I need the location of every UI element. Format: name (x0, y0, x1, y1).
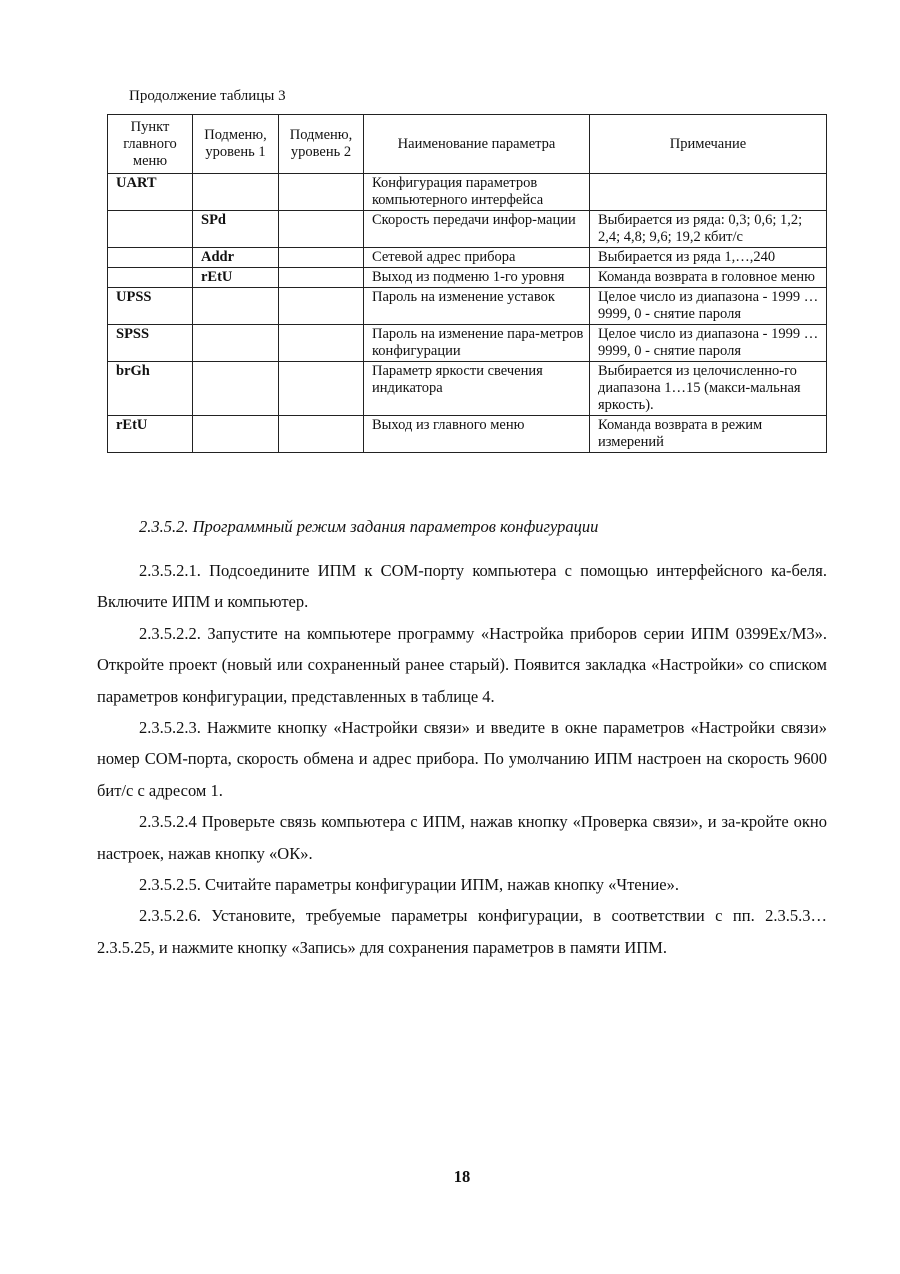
cell-submenu-1 (193, 416, 279, 453)
cell-menu (108, 268, 193, 288)
cell-note: Выбирается из целочисленно-го диапазона 1…15 (макси-мальная яркость). (590, 362, 827, 416)
table-row (108, 268, 827, 288)
cell-submenu-1 (193, 325, 279, 362)
cell-note (590, 174, 827, 211)
cell-submenu-2 (279, 325, 364, 362)
page-number: 18 (453, 1167, 471, 1186)
cell-parameter-name: Конфигурация параметров компьютерного интерфейса (364, 174, 590, 211)
cell-submenu-1 (193, 174, 279, 211)
cell-submenu-1 (193, 288, 279, 325)
cell-parameter-name: Пароль на изменение уставок (364, 288, 590, 325)
paragraph: 2.3.5.2.1. Подсоедините ИПМ к СОМ-порту компьютера с помощью интерфейсного ка-беля. Включите ИПМ и компьютер. (97, 561, 827, 612)
cell-note: Выбирается из ряда 1,…,240 (590, 248, 827, 268)
cell-note: Выбирается из ряда: 0,3; 0,6; 1,2; 2,4; 4,8; 9,6; 19,2 кбит/с (590, 211, 827, 248)
cell-submenu-1: Addr (193, 248, 279, 268)
instructions-body (97, 555, 827, 963)
cell-menu: SPSS (108, 325, 193, 362)
parameters-table (107, 114, 827, 453)
cell-submenu-1 (193, 362, 279, 416)
paragraph: 2.3.5.2.5. Считайте параметры конфигурации ИПМ, нажав кнопку «Чтение». (139, 875, 679, 895)
cell-submenu-2 (279, 268, 364, 288)
cell-parameter-name: Сетевой адрес прибора (364, 248, 590, 268)
cell-submenu-1: SPd (193, 211, 279, 248)
cell-parameter-name: Параметр яркости свечения индикатора (364, 362, 590, 416)
cell-submenu-2 (279, 288, 364, 325)
table-row (108, 211, 827, 248)
paragraph: 2.3.5.2.4 Проверьте связь компьютера с ИПМ, нажав кнопку «Проверка связи», и за-кройте окно настроек, нажав кнопку «ОК». (97, 812, 827, 863)
cell-parameter-name: Пароль на изменение пара-метров конфигурации (364, 325, 590, 362)
cell-submenu-2 (279, 211, 364, 248)
header-parameter-name: Наименование параметра (364, 115, 590, 174)
cell-note: Целое число из диапазона - 1999 … 9999, 0 - снятие пароля (590, 288, 827, 325)
header-main-menu: Пункт главного меню (108, 115, 193, 174)
table-row (108, 362, 827, 416)
header-submenu-1: Подменю, уровень 1 (193, 115, 279, 174)
table-row (108, 416, 827, 453)
table-row (108, 288, 827, 325)
table-row (108, 325, 827, 362)
cell-submenu-2 (279, 174, 364, 211)
cell-menu: UART (108, 174, 193, 211)
cell-note: Команда возврата в головное меню (590, 268, 827, 288)
table-caption: Продолжение таблицы 3 (129, 88, 286, 104)
cell-menu (108, 211, 193, 248)
paragraph: 2.3.5.2.6. Установите, требуемые параметры конфигурации, в соответствии с пп. 2.3.5.3…2.3.5.25, и нажмите кнопку «Запись» для сохранения параметров в памяти ИПМ. (97, 906, 827, 957)
cell-note: Команда возврата в режим измерений (590, 416, 827, 453)
table-row (108, 174, 827, 211)
cell-note: Целое число из диапазона - 1999 … 9999, 0 - снятие пароля (590, 325, 827, 362)
cell-menu (108, 248, 193, 268)
paragraph: 2.3.5.2.3. Нажмите кнопку «Настройки связи» и введите в окне параметров «Настройки связи» номер СОМ-порта, скорость обмена и адрес прибора. По умолчанию ИПМ настроен на скорость 9600 бит/с с адресом 1. (97, 718, 827, 800)
cell-parameter-name: Скорость передачи инфор-мации (364, 211, 590, 248)
header-submenu-2: Подменю, уровень 2 (279, 115, 364, 174)
section-heading: 2.3.5.2. Программный режим задания параметров конфигурации (139, 517, 599, 536)
cell-parameter-name: Выход из главного меню (364, 416, 590, 453)
cell-submenu-2 (279, 362, 364, 416)
cell-submenu-2 (279, 248, 364, 268)
cell-parameter-name: Выход из подменю 1-го уровня (364, 268, 590, 288)
header-note: Примечание (590, 115, 827, 174)
cell-submenu-2 (279, 416, 364, 453)
cell-submenu-1: rEtU (193, 268, 279, 288)
cell-menu: rEtU (108, 416, 193, 453)
table-row (108, 248, 827, 268)
table-header-row (108, 115, 827, 174)
paragraph: 2.3.5.2.2. Запустите на компьютере программу «Настройка приборов серии ИПМ 0399Ех/М3». Откройте проект (новый или сохраненный ранее старый). Появится закладка «Настройки» со списком параметров конфигурации, представленных в таблице 4. (97, 623, 827, 706)
cell-menu: brGh (108, 362, 193, 416)
cell-menu: UPSS (108, 288, 193, 325)
